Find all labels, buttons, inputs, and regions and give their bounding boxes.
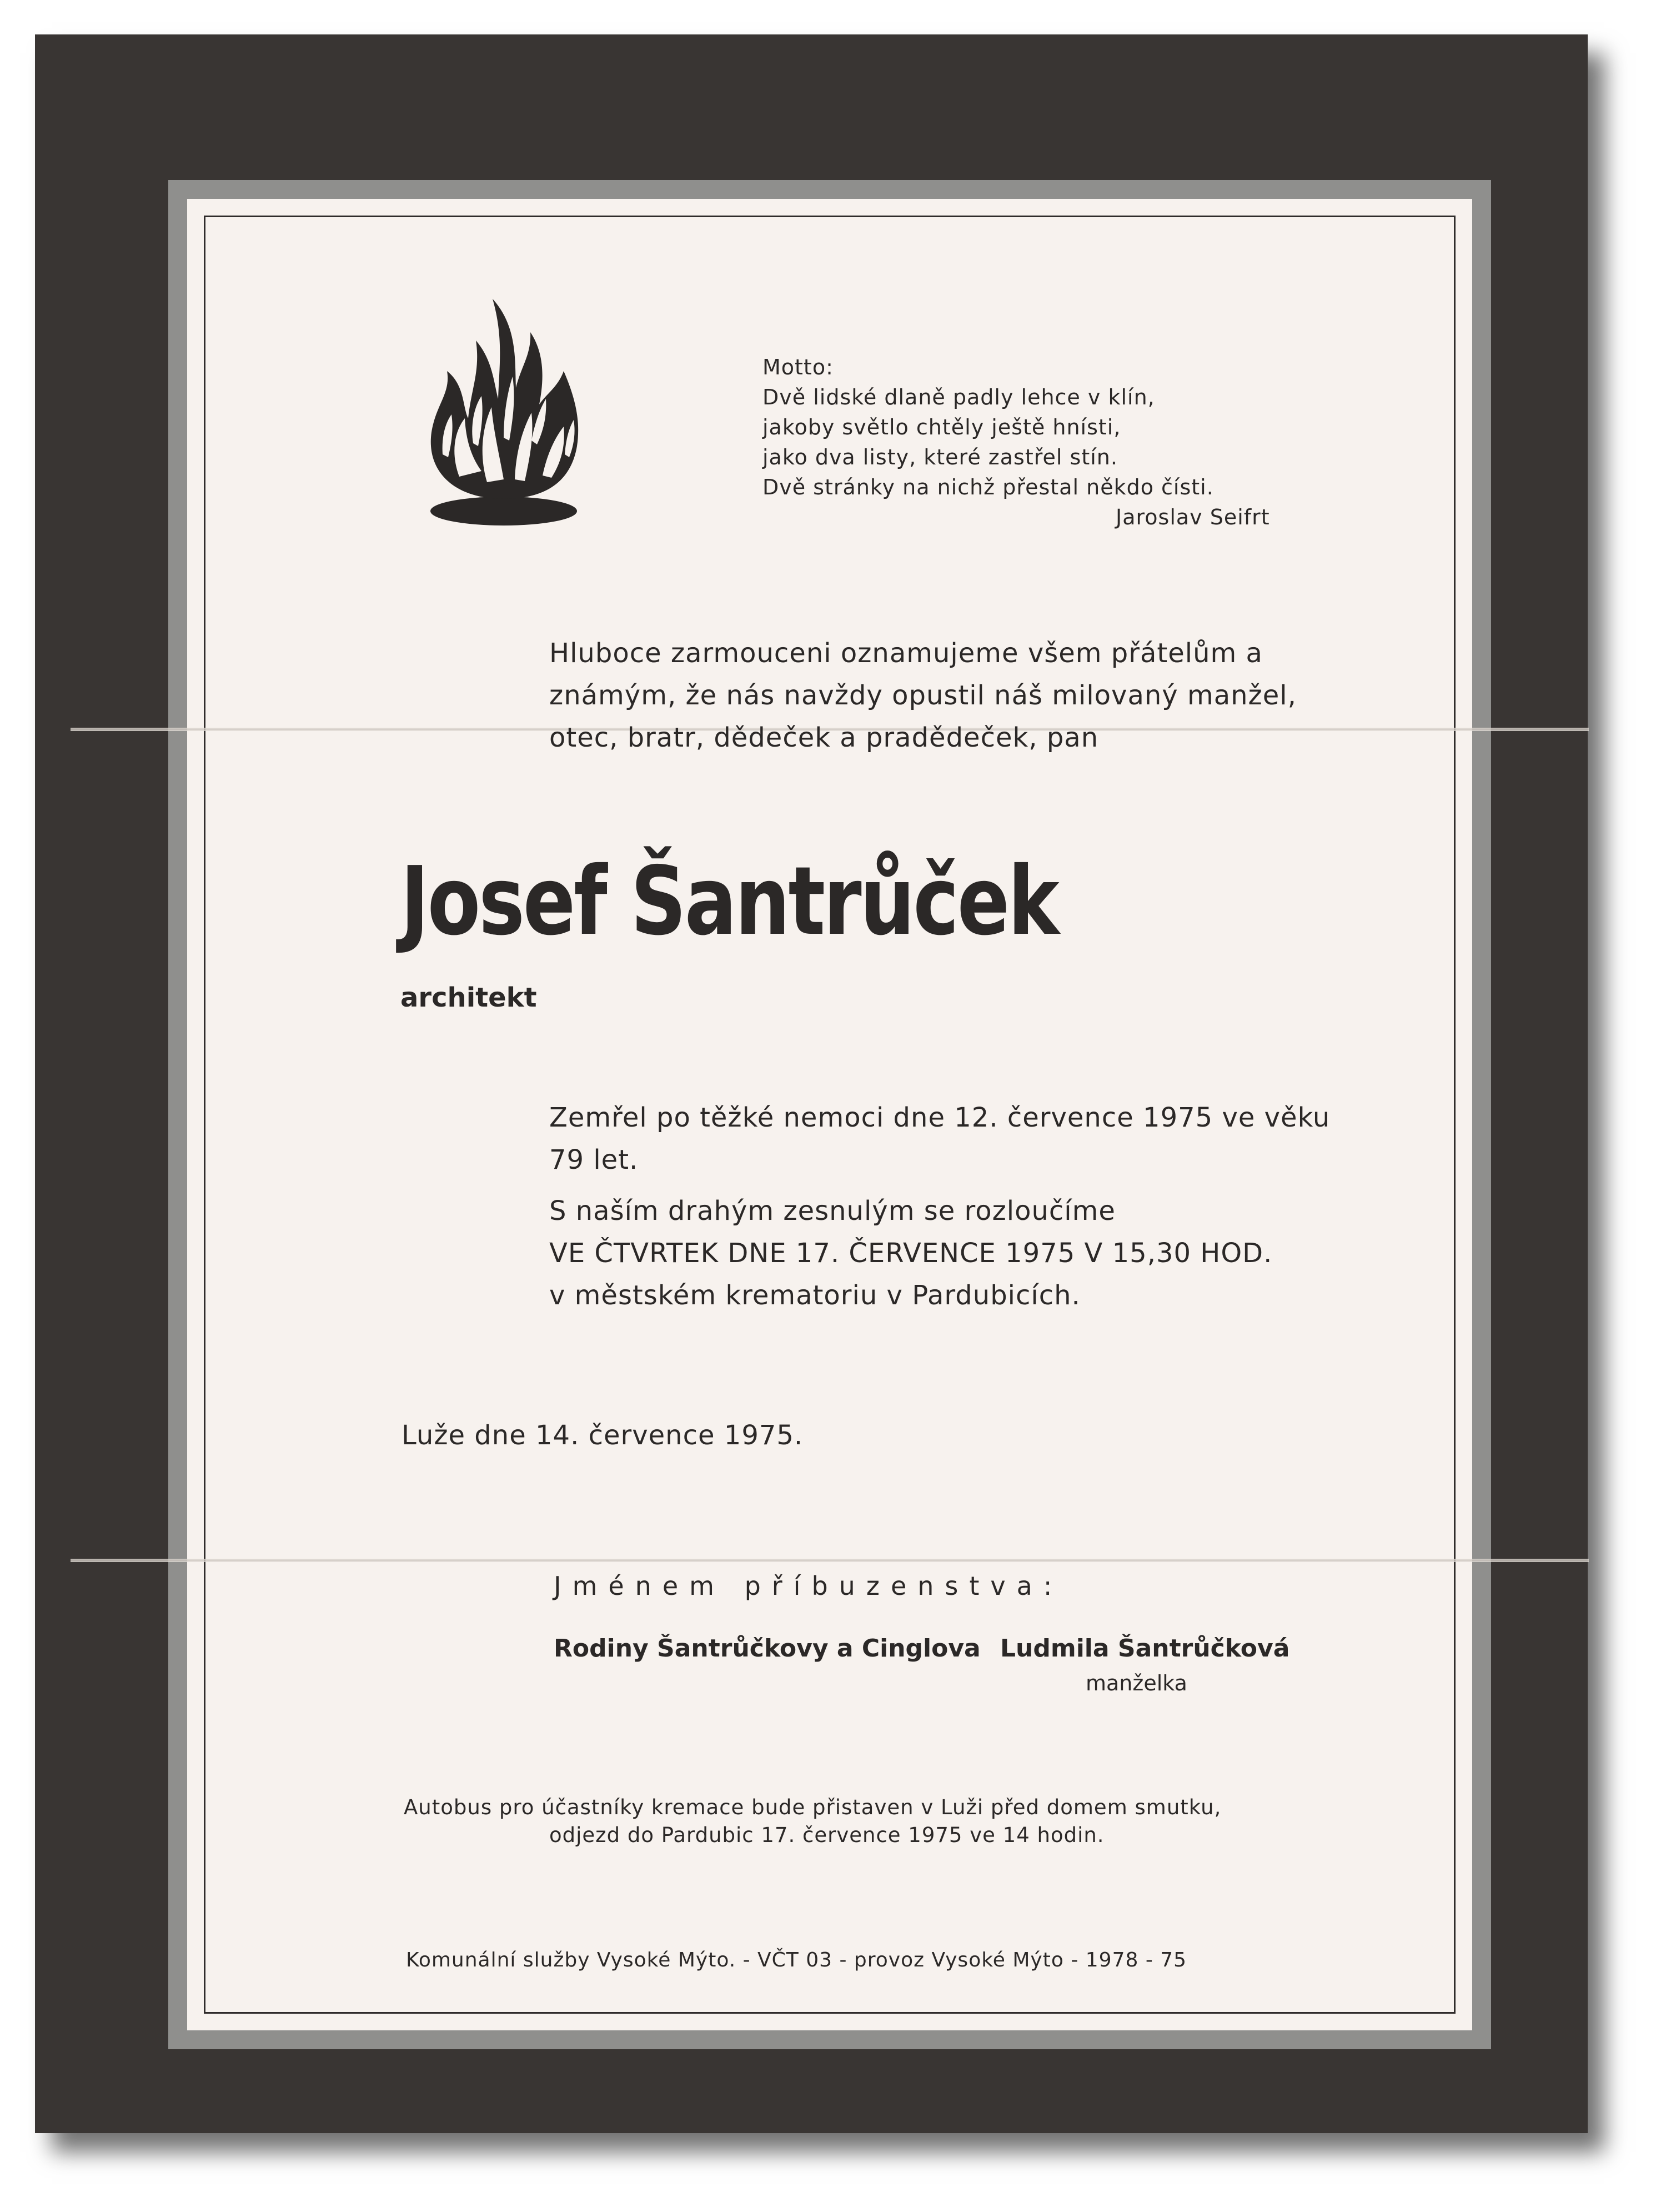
widow-role: manželka (1086, 1671, 1187, 1695)
farewell-line: v městském krematoriu v Pardubicích. (549, 1280, 1081, 1311)
motto-line: jakoby světlo chtěly ještě hnísti, (762, 415, 1121, 439)
announcement-line: Hluboce zarmouceni oznamujeme všem přátelům a (549, 638, 1263, 669)
widow-name: Ludmila Šantrůčková (1000, 1634, 1290, 1663)
death-info-line: 79 let. (549, 1144, 639, 1175)
flame-icon (420, 288, 587, 527)
motto-author: Jaroslav Seifrt (1116, 505, 1270, 529)
farewell-line: S naším drahým zesnulým se rozloučíme (549, 1195, 1116, 1227)
deceased-profession: architekt (400, 982, 537, 1013)
paper-sheet (187, 199, 1472, 2030)
bus-note-line: odjezd do Pardubic 17. července 1975 ve 14 hodin. (549, 1823, 1105, 1847)
motto-heading: Motto: (762, 355, 834, 379)
motto-line: Dvě lidské dlaně padly lehce v klín, (762, 385, 1155, 409)
deceased-name: Josef Šantrůček (400, 847, 1058, 957)
motto-line: jako dva listy, které zastřel stín. (762, 445, 1118, 469)
announcement-line: známým, že nás navždy opustil náš milovaný manžel, (549, 680, 1297, 711)
printer-line: Komunální služby Vysoké Mýto. - VČT 03 - provoz Vysoké Mýto - 1978 - 75 (406, 1949, 1187, 1971)
family-names: Rodiny Šantrůčkovy a Cinglova (554, 1634, 981, 1663)
announcement-line: otec, bratr, dědeček a pradědeček, pan (549, 722, 1099, 753)
place-date: Luže dne 14. července 1975. (402, 1420, 804, 1451)
bus-note-line: Autobus pro účastníky kremace bude přistaven v Luži před domem smutku, (404, 1795, 1222, 1819)
fold-crease-lower (71, 1559, 1589, 1562)
family-heading: Jménem příbuzenstva: (554, 1571, 1063, 1601)
motto-line: Dvě stránky na nichž přestal někdo čísti. (762, 475, 1214, 499)
farewell-line: VE ČTVRTEK DNE 17. ČERVENCE 1975 V 15,30 HOD. (549, 1238, 1273, 1269)
mourning-card (35, 34, 1588, 2133)
death-info-line: Zemřel po těžké nemoci dne 12. července 1975 ve věku (549, 1102, 1331, 1133)
